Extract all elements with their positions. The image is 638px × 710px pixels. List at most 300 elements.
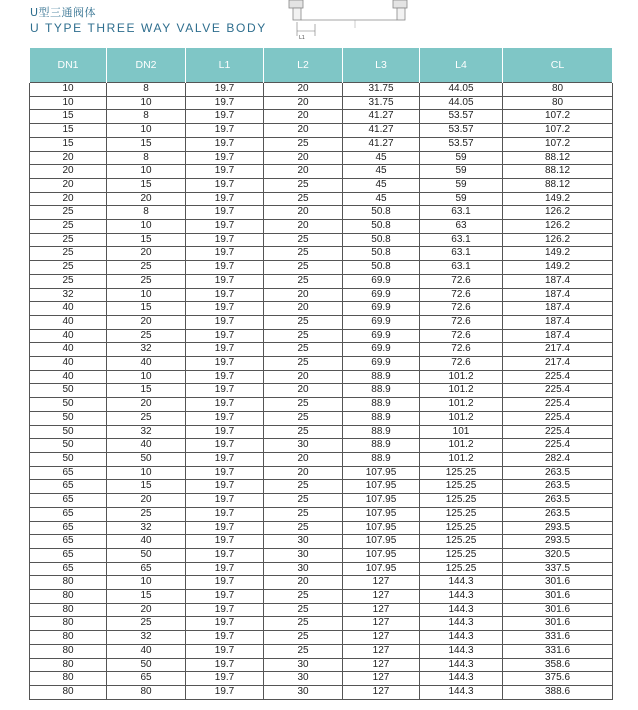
cell-l4: 72.6 <box>420 315 503 329</box>
cell-dn2: 20 <box>107 247 186 261</box>
cell-dn2: 80 <box>107 685 186 699</box>
cell-dn1: 80 <box>30 658 107 672</box>
cell-l1: 19.7 <box>186 288 264 302</box>
cell-l2: 20 <box>264 288 343 302</box>
cell-l3: 41.27 <box>343 124 420 138</box>
cell-l1: 19.7 <box>186 343 264 357</box>
cell-l3: 50.8 <box>343 233 420 247</box>
cell-dn1: 25 <box>30 206 107 220</box>
cell-l2: 25 <box>264 644 343 658</box>
column-header-cl: CL <box>503 48 613 83</box>
table-row <box>30 192 613 206</box>
cell-l1: 19.7 <box>186 562 264 576</box>
cell-cl: 301.6 <box>503 617 613 631</box>
table-row <box>30 590 613 604</box>
cell-l3: 69.9 <box>343 329 420 343</box>
cell-l4: 144.3 <box>420 685 503 699</box>
cell-dn2: 20 <box>107 315 186 329</box>
cell-l4: 53.57 <box>420 110 503 124</box>
cell-cl: 263.5 <box>503 480 613 494</box>
cell-l1: 19.7 <box>186 398 264 412</box>
cell-l1: 19.7 <box>186 220 264 234</box>
cell-cl: 293.5 <box>503 535 613 549</box>
cell-l2: 20 <box>264 110 343 124</box>
cell-l2: 25 <box>264 590 343 604</box>
cell-l4: 125.25 <box>420 521 503 535</box>
cell-l4: 72.6 <box>420 329 503 343</box>
cell-l3: 45 <box>343 165 420 179</box>
cell-l2: 25 <box>264 507 343 521</box>
cell-l1: 19.7 <box>186 480 264 494</box>
cell-l3: 107.95 <box>343 521 420 535</box>
cell-dn1: 20 <box>30 165 107 179</box>
cell-l1: 19.7 <box>186 302 264 316</box>
table-row <box>30 617 613 631</box>
cell-cl: 225.4 <box>503 411 613 425</box>
cell-dn2: 15 <box>107 384 186 398</box>
cell-l3: 69.9 <box>343 315 420 329</box>
cell-l2: 25 <box>264 343 343 357</box>
cell-dn1: 80 <box>30 603 107 617</box>
cell-l3: 31.75 <box>343 96 420 110</box>
cell-l4: 72.6 <box>420 343 503 357</box>
cell-dn2: 10 <box>107 165 186 179</box>
cell-l3: 88.9 <box>343 439 420 453</box>
cell-l4: 125.25 <box>420 548 503 562</box>
cell-dn2: 10 <box>107 576 186 590</box>
cell-l3: 107.95 <box>343 548 420 562</box>
cell-dn2: 50 <box>107 452 186 466</box>
cell-l2: 20 <box>264 96 343 110</box>
table-row <box>30 631 613 645</box>
table-row <box>30 411 613 425</box>
cell-cl: 301.6 <box>503 603 613 617</box>
cell-l4: 101.2 <box>420 439 503 453</box>
table-row <box>30 233 613 247</box>
table-row <box>30 439 613 453</box>
cell-dn1: 32 <box>30 288 107 302</box>
cell-dn1: 25 <box>30 233 107 247</box>
cell-l3: 45 <box>343 192 420 206</box>
cell-l4: 101.2 <box>420 398 503 412</box>
table-row <box>30 315 613 329</box>
cell-l3: 88.9 <box>343 411 420 425</box>
cell-l3: 127 <box>343 672 420 686</box>
cell-dn2: 15 <box>107 233 186 247</box>
table-row <box>30 165 613 179</box>
cell-l2: 20 <box>264 302 343 316</box>
cell-dn1: 15 <box>30 137 107 151</box>
cell-l2: 25 <box>264 274 343 288</box>
table-row <box>30 247 613 261</box>
cell-dn2: 8 <box>107 110 186 124</box>
cell-l1: 19.7 <box>186 521 264 535</box>
cell-l3: 107.95 <box>343 562 420 576</box>
table-row <box>30 370 613 384</box>
cell-l2: 20 <box>264 452 343 466</box>
cell-l1: 19.7 <box>186 466 264 480</box>
cell-dn1: 80 <box>30 617 107 631</box>
cell-cl: 337.5 <box>503 562 613 576</box>
cell-dn1: 25 <box>30 247 107 261</box>
cell-l4: 125.25 <box>420 494 503 508</box>
cell-l2: 25 <box>264 178 343 192</box>
cell-l4: 144.3 <box>420 603 503 617</box>
table-row <box>30 274 613 288</box>
cell-l3: 45 <box>343 178 420 192</box>
cell-dn2: 65 <box>107 672 186 686</box>
cell-l2: 25 <box>264 631 343 645</box>
cell-cl: 225.4 <box>503 384 613 398</box>
cell-l3: 127 <box>343 685 420 699</box>
cell-cl: 282.4 <box>503 452 613 466</box>
cell-l2: 20 <box>264 466 343 480</box>
cell-dn2: 25 <box>107 617 186 631</box>
cell-dn2: 8 <box>107 83 186 97</box>
cell-l1: 19.7 <box>186 110 264 124</box>
cell-cl: 80 <box>503 96 613 110</box>
cell-l2: 25 <box>264 247 343 261</box>
table-row <box>30 261 613 275</box>
cell-l3: 41.27 <box>343 137 420 151</box>
cell-cl: 225.4 <box>503 370 613 384</box>
cell-cl: 149.2 <box>503 261 613 275</box>
cell-l3: 69.9 <box>343 302 420 316</box>
table-row <box>30 576 613 590</box>
table-row <box>30 466 613 480</box>
cell-dn2: 15 <box>107 480 186 494</box>
cell-l4: 125.25 <box>420 562 503 576</box>
cell-l2: 25 <box>264 494 343 508</box>
cell-cl: 187.4 <box>503 329 613 343</box>
cell-l3: 107.95 <box>343 507 420 521</box>
cell-l3: 45 <box>343 151 420 165</box>
cell-l3: 50.8 <box>343 206 420 220</box>
cell-l3: 31.75 <box>343 83 420 97</box>
cell-l1: 19.7 <box>186 329 264 343</box>
cell-l1: 19.7 <box>186 631 264 645</box>
cell-dn1: 50 <box>30 384 107 398</box>
table-row <box>30 685 613 699</box>
column-header-dn2: DN2 <box>107 48 186 83</box>
cell-dn2: 15 <box>107 178 186 192</box>
cell-dn1: 15 <box>30 124 107 138</box>
cell-l4: 125.25 <box>420 535 503 549</box>
cell-l1: 19.7 <box>186 672 264 686</box>
cell-cl: 217.4 <box>503 343 613 357</box>
cell-dn1: 65 <box>30 494 107 508</box>
cell-l3: 69.9 <box>343 343 420 357</box>
cell-l1: 19.7 <box>186 548 264 562</box>
cell-dn1: 80 <box>30 576 107 590</box>
cell-l1: 19.7 <box>186 535 264 549</box>
cell-l3: 88.9 <box>343 370 420 384</box>
table-row <box>30 644 613 658</box>
cell-l3: 69.9 <box>343 357 420 371</box>
cell-dn1: 15 <box>30 110 107 124</box>
cell-l2: 30 <box>264 562 343 576</box>
cell-dn2: 32 <box>107 425 186 439</box>
cell-l4: 59 <box>420 151 503 165</box>
cell-l2: 20 <box>264 384 343 398</box>
cell-l4: 72.6 <box>420 357 503 371</box>
cell-l2: 25 <box>264 480 343 494</box>
cell-l1: 19.7 <box>186 206 264 220</box>
header-row <box>30 48 613 83</box>
table-row <box>30 83 613 97</box>
cell-dn1: 50 <box>30 398 107 412</box>
cell-l1: 19.7 <box>186 357 264 371</box>
valve-drawing <box>285 0 425 42</box>
cell-l4: 125.25 <box>420 480 503 494</box>
cell-l1: 19.7 <box>186 452 264 466</box>
cell-cl: 187.4 <box>503 302 613 316</box>
cell-cl: 126.2 <box>503 220 613 234</box>
cell-dn1: 80 <box>30 685 107 699</box>
cell-dn2: 15 <box>107 302 186 316</box>
cell-l4: 53.57 <box>420 124 503 138</box>
cell-l2: 25 <box>264 315 343 329</box>
cell-l2: 25 <box>264 425 343 439</box>
cell-dn1: 40 <box>30 329 107 343</box>
cell-l2: 20 <box>264 370 343 384</box>
cell-l4: 144.3 <box>420 672 503 686</box>
cell-dn1: 50 <box>30 439 107 453</box>
column-header-l2: L2 <box>264 48 343 83</box>
cell-l2: 30 <box>264 672 343 686</box>
cell-dn2: 25 <box>107 261 186 275</box>
cell-l4: 72.6 <box>420 302 503 316</box>
cell-dn1: 10 <box>30 96 107 110</box>
table-row <box>30 562 613 576</box>
cell-l4: 44.05 <box>420 96 503 110</box>
cell-cl: 187.4 <box>503 315 613 329</box>
cell-l2: 20 <box>264 151 343 165</box>
cell-dn2: 32 <box>107 343 186 357</box>
cell-l4: 59 <box>420 192 503 206</box>
table-row <box>30 343 613 357</box>
cell-l4: 101.2 <box>420 411 503 425</box>
cell-l3: 41.27 <box>343 110 420 124</box>
cell-l3: 127 <box>343 590 420 604</box>
cell-l2: 20 <box>264 83 343 97</box>
cell-cl: 331.6 <box>503 631 613 645</box>
cell-l2: 25 <box>264 521 343 535</box>
cell-dn1: 50 <box>30 452 107 466</box>
cell-dn2: 32 <box>107 631 186 645</box>
cell-l3: 69.9 <box>343 274 420 288</box>
cell-l1: 19.7 <box>186 165 264 179</box>
cell-dn1: 65 <box>30 466 107 480</box>
cell-dn1: 10 <box>30 83 107 97</box>
cell-l1: 19.7 <box>186 370 264 384</box>
table-row <box>30 425 613 439</box>
cell-dn1: 20 <box>30 178 107 192</box>
cell-cl: 107.2 <box>503 137 613 151</box>
cell-dn2: 50 <box>107 658 186 672</box>
cell-dn2: 10 <box>107 466 186 480</box>
column-header-l1: L1 <box>186 48 264 83</box>
cell-l1: 19.7 <box>186 384 264 398</box>
cell-l4: 63.1 <box>420 206 503 220</box>
cell-dn1: 40 <box>30 315 107 329</box>
cell-l4: 44.05 <box>420 83 503 97</box>
cell-l3: 50.8 <box>343 261 420 275</box>
cell-l2: 25 <box>264 357 343 371</box>
cell-cl: 301.6 <box>503 590 613 604</box>
cell-dn2: 10 <box>107 370 186 384</box>
column-header-dn1: DN1 <box>30 48 107 83</box>
cell-l1: 19.7 <box>186 507 264 521</box>
cell-dn2: 25 <box>107 329 186 343</box>
cell-dn2: 40 <box>107 644 186 658</box>
table-row <box>30 206 613 220</box>
cell-dn1: 20 <box>30 151 107 165</box>
column-header-l3: L3 <box>343 48 420 83</box>
cell-l1: 19.7 <box>186 494 264 508</box>
cell-l2: 30 <box>264 658 343 672</box>
cell-cl: 263.5 <box>503 507 613 521</box>
cell-dn1: 65 <box>30 548 107 562</box>
title-chinese: U型三通阀体 <box>30 6 97 19</box>
cell-cl: 149.2 <box>503 247 613 261</box>
cell-cl: 187.4 <box>503 288 613 302</box>
cell-dn1: 25 <box>30 261 107 275</box>
cell-l2: 20 <box>264 165 343 179</box>
cell-l4: 53.57 <box>420 137 503 151</box>
table-row <box>30 672 613 686</box>
cell-l1: 19.7 <box>186 151 264 165</box>
dimension-label: L1 <box>299 35 305 41</box>
cell-dn2: 8 <box>107 151 186 165</box>
table-row <box>30 480 613 494</box>
cell-dn2: 40 <box>107 357 186 371</box>
spec-table <box>29 48 613 700</box>
table-row <box>30 603 613 617</box>
cell-l3: 88.9 <box>343 425 420 439</box>
cell-cl: 225.4 <box>503 439 613 453</box>
cell-l1: 19.7 <box>186 274 264 288</box>
cell-dn1: 40 <box>30 302 107 316</box>
cell-l3: 107.95 <box>343 494 420 508</box>
cell-l4: 144.3 <box>420 576 503 590</box>
table-row <box>30 151 613 165</box>
table-row <box>30 288 613 302</box>
cell-dn2: 15 <box>107 590 186 604</box>
table-row <box>30 302 613 316</box>
cell-l2: 25 <box>264 329 343 343</box>
cell-l2: 25 <box>264 398 343 412</box>
table-row <box>30 494 613 508</box>
table-row <box>30 329 613 343</box>
table-row <box>30 96 613 110</box>
cell-dn1: 65 <box>30 480 107 494</box>
cell-cl: 88.12 <box>503 178 613 192</box>
cell-l3: 127 <box>343 576 420 590</box>
cell-dn1: 40 <box>30 357 107 371</box>
column-header-l4: L4 <box>420 48 503 83</box>
cell-l1: 19.7 <box>186 261 264 275</box>
cell-dn1: 80 <box>30 672 107 686</box>
cell-l3: 127 <box>343 631 420 645</box>
cell-l1: 19.7 <box>186 617 264 631</box>
cell-l3: 127 <box>343 603 420 617</box>
cell-l3: 107.95 <box>343 480 420 494</box>
cell-cl: 217.4 <box>503 357 613 371</box>
cell-dn1: 50 <box>30 425 107 439</box>
table-row <box>30 124 613 138</box>
cell-dn1: 50 <box>30 411 107 425</box>
cell-l3: 88.9 <box>343 452 420 466</box>
cell-l4: 101 <box>420 425 503 439</box>
cell-l4: 63 <box>420 220 503 234</box>
cell-l2: 25 <box>264 192 343 206</box>
cell-dn1: 25 <box>30 274 107 288</box>
cell-cl: 88.12 <box>503 151 613 165</box>
cell-l1: 19.7 <box>186 178 264 192</box>
cell-l1: 19.7 <box>186 603 264 617</box>
cell-dn2: 8 <box>107 206 186 220</box>
table-row <box>30 384 613 398</box>
cell-l4: 144.3 <box>420 590 503 604</box>
cell-cl: 263.5 <box>503 494 613 508</box>
table-row <box>30 178 613 192</box>
cell-l1: 19.7 <box>186 96 264 110</box>
cell-cl: 225.4 <box>503 398 613 412</box>
cell-cl: 107.2 <box>503 124 613 138</box>
cell-l1: 19.7 <box>186 124 264 138</box>
cell-l1: 19.7 <box>186 644 264 658</box>
cell-dn2: 40 <box>107 439 186 453</box>
cell-dn1: 65 <box>30 562 107 576</box>
cell-l4: 144.3 <box>420 658 503 672</box>
cell-l4: 63.1 <box>420 247 503 261</box>
cell-dn1: 40 <box>30 343 107 357</box>
cell-l2: 20 <box>264 206 343 220</box>
cell-dn2: 25 <box>107 274 186 288</box>
table-row <box>30 398 613 412</box>
cell-l4: 144.3 <box>420 631 503 645</box>
cell-l1: 19.7 <box>186 590 264 604</box>
cell-cl: 320.5 <box>503 548 613 562</box>
cell-cl: 107.2 <box>503 110 613 124</box>
cell-l1: 19.7 <box>186 576 264 590</box>
cell-dn1: 65 <box>30 507 107 521</box>
table-body <box>30 83 613 700</box>
cell-dn2: 20 <box>107 603 186 617</box>
table-row <box>30 110 613 124</box>
cell-l3: 88.9 <box>343 398 420 412</box>
cell-dn2: 65 <box>107 562 186 576</box>
title-english: U TYPE THREE WAY VALVE BODY <box>30 21 267 35</box>
cell-l2: 25 <box>264 603 343 617</box>
cell-l4: 101.2 <box>420 370 503 384</box>
table-row <box>30 548 613 562</box>
cell-dn2: 32 <box>107 521 186 535</box>
cell-l1: 19.7 <box>186 233 264 247</box>
cell-l4: 144.3 <box>420 644 503 658</box>
cell-l2: 30 <box>264 548 343 562</box>
cell-l2: 25 <box>264 261 343 275</box>
cell-l4: 101.2 <box>420 384 503 398</box>
table-row <box>30 507 613 521</box>
cell-cl: 225.4 <box>503 425 613 439</box>
cell-l1: 19.7 <box>186 411 264 425</box>
cell-l1: 19.7 <box>186 192 264 206</box>
cell-l4: 63.1 <box>420 233 503 247</box>
cell-cl: 293.5 <box>503 521 613 535</box>
cell-dn2: 25 <box>107 411 186 425</box>
